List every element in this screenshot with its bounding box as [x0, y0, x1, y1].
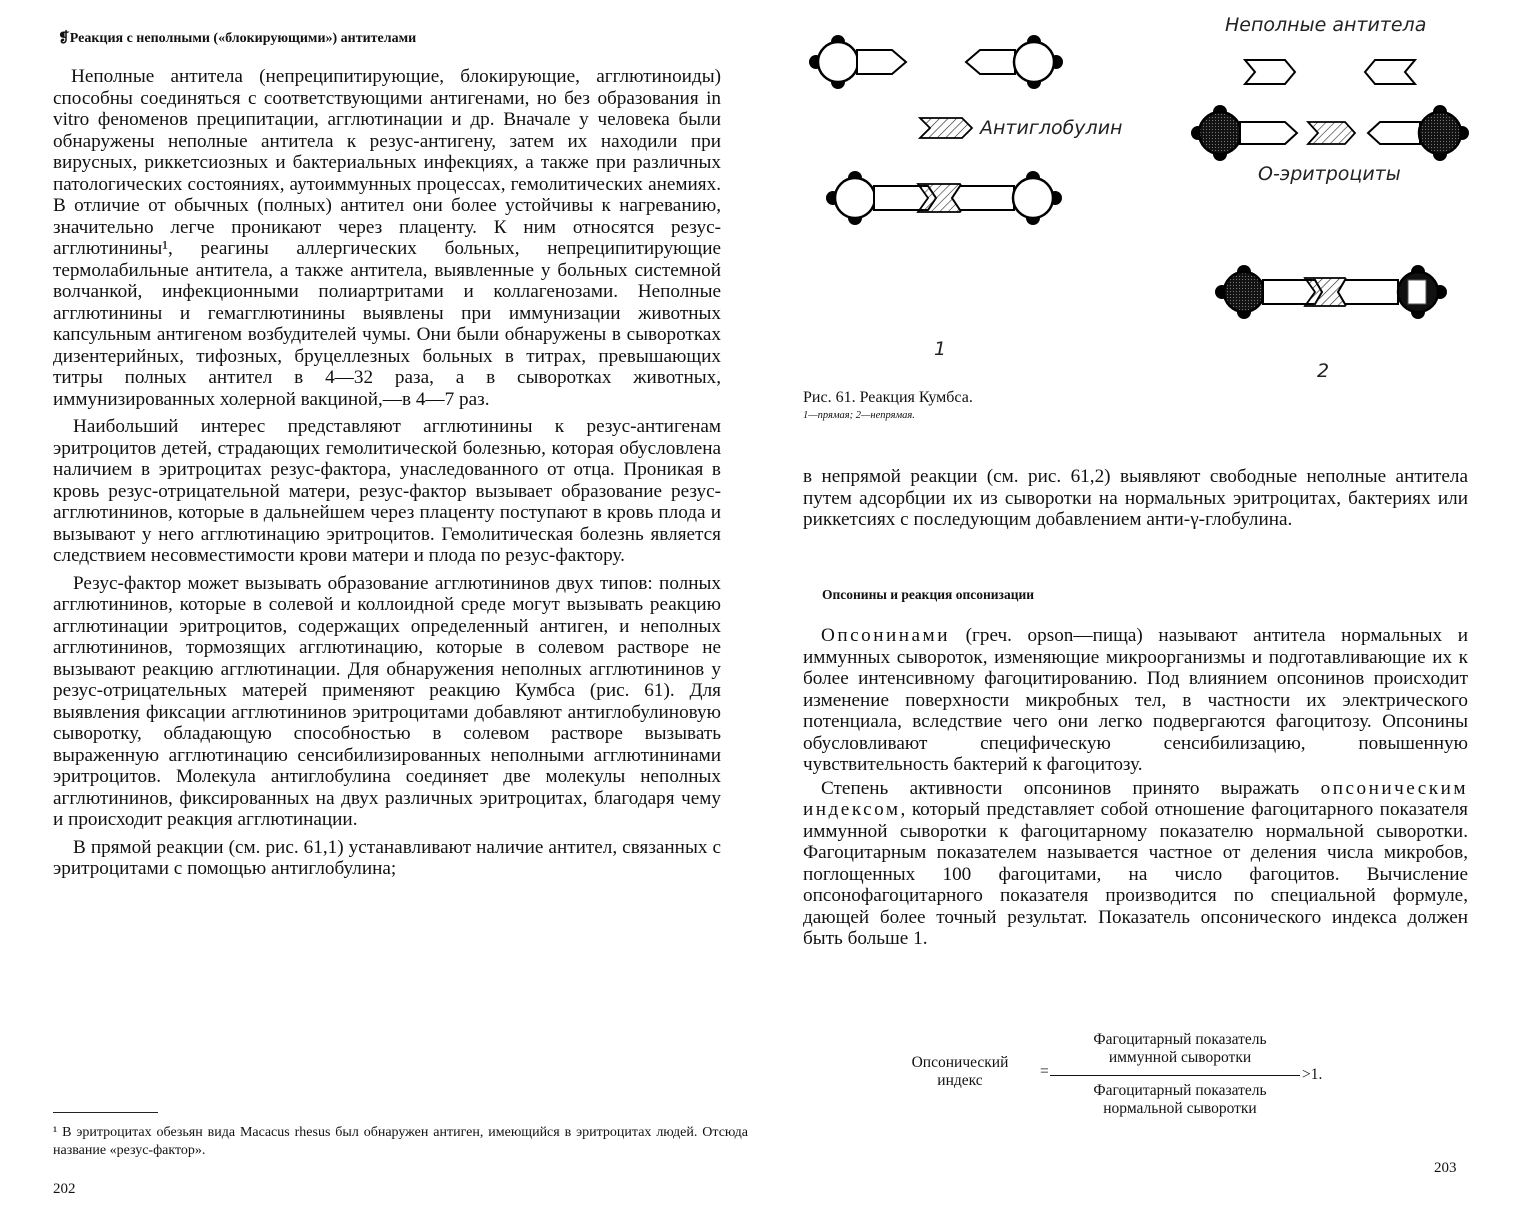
term-opsonic-index: опсоническим индексом	[803, 777, 1468, 820]
left-column-text	[53, 66, 721, 886]
label-incomplete-antibodies: Неполные антитела	[1225, 14, 1427, 36]
footnote: ¹ В эритроцитах обезьян вида Macacus rhesus был обнаружен антиген, имеющийся в эритроцитах людей. Отсюда название «резус-фактор».	[53, 1125, 748, 1158]
continuation-paragraph: в непрямой реакции (см. рис. 61,2) выявляют свободные неполные антитела путем адсорбции их из сыворотки на нормальных эритроцитах, бактериях или риккетсиях с последующим добавлением анти-γ-глобулина.	[803, 466, 1468, 530]
footnote-rule	[53, 1112, 158, 1113]
incomplete-antibody-right	[1365, 60, 1415, 84]
formula-lhs: Опсонический индекс	[911, 1054, 1009, 1089]
panel-label-1: 1	[934, 338, 947, 360]
o-erythrocytes-group	[1191, 105, 1469, 161]
page-number-left: 202	[53, 1181, 76, 1197]
opsonic-index-paragraph: Степень активности опсонинов принято выражать опсоническим индексом, который представляет собой отношение фагоцитарного показателя иммунной сыворотки к фагоцитарному показателю нормальной сыворотки. Фагоцитарным показателем называется частное от деления числа микробов, поглощенных 100 фагоцитами, на число фагоцитов. Вычисление опсонофагоцитарного показателя производится по специальной формуле, дающей более точный результат. Показатель опсонического индекса должен быть больше 1.	[803, 777, 1468, 949]
paragraph-2: Наибольший интерес представляют агглютинины к резус-антигенам эритроцитов детей, страдающих гемолитической болезнью, которая обусловлена наличием в эритроцитах резус-фактора, унаследованного от отца. Проникая в кровь резус-отрицательной матери, резус-фактор вызывает образование резус-агглютининов, которые в дальнейшем через плаценту поступают в кровь плода и вызывают у него агглютинацию эритроцитов. Гемолитическая болезнь является следствием несовместимости крови матери и плода по резус-фактору.	[53, 416, 721, 566]
right-column-text	[803, 625, 1468, 952]
section-heading-opsonins: Опсонины и реакция опсонизации	[822, 587, 1035, 602]
agglutinated-pair-1	[826, 171, 1062, 225]
figure-caption: Рис. 61. Реакция Кумбса.	[803, 389, 973, 406]
coombs-figure	[800, 20, 1480, 390]
bookmark-mark: ❡	[58, 31, 70, 46]
sensitized-erythrocyte-right	[966, 35, 1063, 89]
formula-denominator: Фагоцитарный показатель нормальной сыворотки	[1093, 1082, 1267, 1117]
antiglobulin-molecule	[920, 118, 972, 138]
section-heading: ❡Реакция с неполными («блокирующими») антителами	[58, 31, 417, 46]
figure-caption-sub: 1—прямая; 2—непрямая.	[803, 410, 915, 421]
page-number-right: 203	[1434, 1160, 1457, 1176]
opsonins-paragraph: Опсонинами (греч. opson—пища) называют антитела нормальных и иммунных сывороток, изменяющие микроорганизмы и подготавливающие их к более интенсивному фагоцитированию. Под влиянием опсонинов происходит изменение поверхности микробных тел, в частности их электрического потенциала, вследствие чего они легко подвергаются фагоцитозу. Опсонины обусловливают специфическую сенсибилизацию, повышенную чувствительность бактерий к фагоцитозу.	[803, 625, 1468, 775]
fraction-bar	[1050, 1075, 1300, 1076]
paragraph-1: Неполные антитела (непреципитирующие, блокирующие, агглютиноиды) способны соединяться с соответствующими антигенами, но без образования in vitro феноменов преципитации, агглютинации и др. Вначале у человека были обнаружены неполные антитела к резус-антигену, затем их находили при вирусных, риккетсиозных и бактериальных инфекциях, а также при различных патологических состояниях, аутоиммунных процессах, гемолитических анемиях. В отличие от обычных (полных) антител они более устойчивы к нагреванию, значительно легче проникают через плаценту. К ним относятся резус-агглютинины¹, реагины аллергических больных, непреципитирующие термолабильные антитела, а также антитела, выявленные у больных системной волчанкой, инфекционными полиартритами и коллагенозами. Неполные агглютинины и гемагглютинины выявлены при иммунизации животных капсульным антигеном возбудителей чумы. Они были обнаружены в сыворотках дизентерийных, тифозных, бруцеллезных больных в титрах, превышающих титры полных антител в 4—32 раза, а в сыворотках животных, иммунизированных холерной вакциной,—в 4—7 раз.	[53, 66, 721, 410]
term-opsonins: Опсонинами	[821, 625, 950, 646]
agglutinated-pair-2	[1215, 265, 1447, 319]
paragraph-3: Резус-фактор может вызывать образование агглютининов двух типов: полных агглютининов, которые в солевой и коллоидной среде могут вызывать реакцию агглютинации эритроцитов, содержащих определенный антиген, и неполных агглютининов, тормозящих агглютинацию, которые в солевом растворе не вызывают реакцию агглютинации. Для обнаружения неполных агглютининов у резус-отрицательных матерей применяют реакцию Кумбса (рис. 61). Для выявления фиксации агглютининов эритроцитами добавляют антиглобулиновую сыворотку, обладающую способностью в солевом растворе вызывать выраженную агглютинацию сенсибилизированных неполными агглютининами эритроцитов. Молекула антиглобулина соединяет две молекулы неполных агглютининов, фиксированных на двух различных эритроцитах, благодаря чему и происходит реакция агглютинации.	[53, 572, 721, 830]
sensitized-erythrocyte-left	[809, 35, 906, 89]
formula-equals: =	[1040, 1063, 1049, 1080]
label-o-erythrocytes: О-эритроциты	[1258, 163, 1401, 185]
formula-numerator: Фагоцитарный показатель иммунной сыворотки	[1093, 1031, 1267, 1066]
panel-label-2: 2	[1317, 360, 1330, 382]
label-antiglobulin: Антиглобулин	[980, 117, 1123, 139]
incomplete-antibody-left	[1245, 60, 1295, 84]
formula-rhs: >1.	[1302, 1066, 1323, 1083]
paragraph-4: В прямой реакции (см. рис. 61,1) устанавливают наличие антител, связанных с эритроцитами с помощью антиглобулина;	[53, 836, 721, 879]
